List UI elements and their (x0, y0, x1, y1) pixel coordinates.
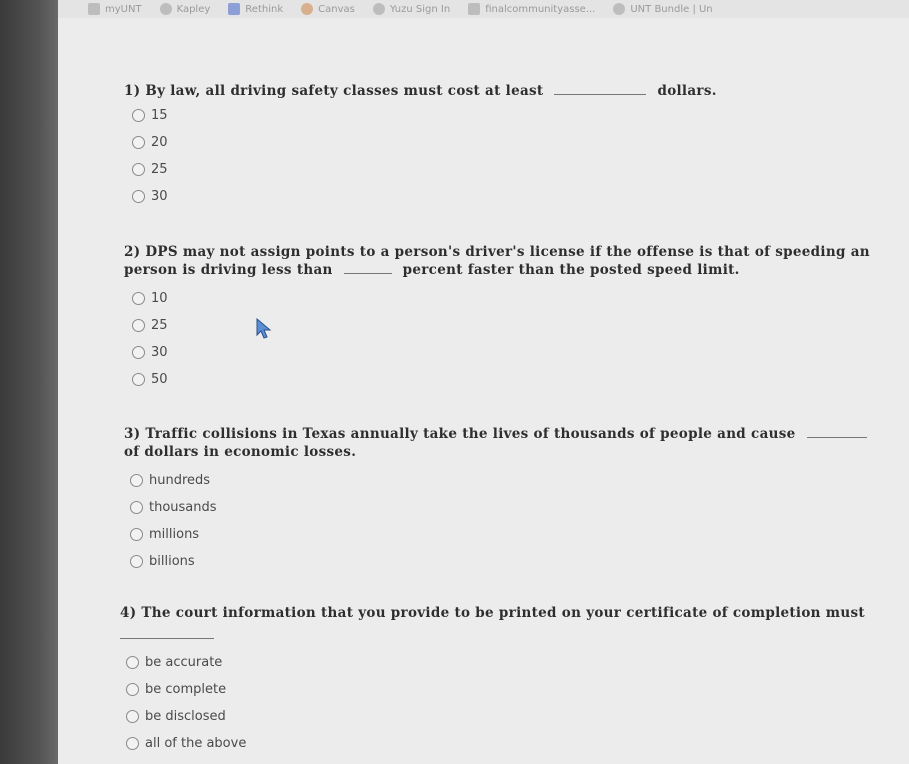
mouse-cursor-icon (256, 318, 272, 340)
answer-blank (554, 93, 646, 95)
question-text: DPS may not assign points to a person's driver's license if the offense is that of speeding an (145, 244, 870, 260)
option-all-of-the-above[interactable]: all of the above (126, 730, 246, 757)
radio-icon[interactable] (126, 683, 139, 696)
option-25[interactable]: 25 (132, 312, 168, 339)
question-2-options (132, 285, 168, 393)
option-millions[interactable]: millions (130, 521, 217, 548)
radio-icon[interactable] (132, 136, 145, 149)
question-text: Traffic collisions in Texas annually take the lives of thousands of people and cause (145, 426, 796, 442)
bookmark-canvas[interactable]: Canvas (301, 3, 355, 15)
globe-icon (160, 3, 172, 15)
question-text: By law, all driving safety classes must cost at least (145, 83, 544, 99)
question-4-options (126, 649, 246, 757)
question-2 (124, 243, 870, 279)
option-30[interactable]: 30 (132, 183, 168, 210)
radio-icon[interactable] (130, 501, 143, 514)
question-number: 4) (120, 605, 137, 621)
radio-icon[interactable] (132, 190, 145, 203)
radio-icon[interactable] (132, 163, 145, 176)
option-25[interactable]: 25 (132, 156, 168, 183)
bookmark-rethink[interactable]: Rethink (228, 3, 283, 15)
question-3 (124, 425, 873, 461)
radio-icon[interactable] (130, 555, 143, 568)
question-text: person is driving less than (124, 262, 333, 278)
question-number: 2) (124, 244, 141, 260)
answer-blank (344, 272, 392, 274)
option-be-complete[interactable]: be complete (126, 676, 246, 703)
option-hundreds[interactable]: hundreds (130, 467, 217, 494)
option-be-disclosed[interactable]: be disclosed (126, 703, 246, 730)
radio-icon[interactable] (126, 656, 139, 669)
radio-icon[interactable] (126, 710, 139, 723)
option-be-accurate[interactable]: be accurate (126, 649, 246, 676)
canvas-icon (301, 3, 313, 15)
question-text: of dollars in economic losses. (124, 444, 357, 460)
bookmark-kapley[interactable]: Kapley (160, 3, 211, 15)
globe-icon (373, 3, 385, 15)
radio-icon[interactable] (130, 474, 143, 487)
radio-icon[interactable] (132, 292, 145, 305)
bookmark-icon (468, 3, 480, 15)
option-15[interactable]: 15 (132, 102, 168, 129)
bookmark-yuzu[interactable]: Yuzu Sign In (373, 3, 450, 15)
radio-icon[interactable] (132, 346, 145, 359)
question-number: 1) (124, 83, 141, 99)
question-1 (124, 82, 717, 100)
radio-icon[interactable] (126, 737, 139, 750)
browser-viewport (58, 0, 909, 764)
bookmarks-bar (58, 0, 909, 18)
question-text-after: dollars. (657, 83, 717, 99)
bookmark-unt-bundle[interactable]: UNT Bundle | Un (613, 3, 712, 15)
globe-icon (613, 3, 625, 15)
option-50[interactable]: 50 (132, 366, 168, 393)
question-4 (120, 604, 865, 622)
option-billions[interactable]: billions (130, 548, 217, 575)
bookmark-icon (88, 3, 100, 15)
option-10[interactable]: 10 (132, 285, 168, 312)
question-text-after: percent faster than the posted speed limit. (402, 262, 740, 278)
answer-blank (807, 436, 867, 438)
question-number: 3) (124, 426, 141, 442)
option-20[interactable]: 20 (132, 129, 168, 156)
bookmark-icon (228, 3, 240, 15)
monitor-bezel (0, 0, 58, 764)
radio-icon[interactable] (130, 528, 143, 541)
answer-blank (120, 637, 214, 639)
radio-icon[interactable] (132, 109, 145, 122)
question-text: The court information that you provide to be printed on your certificate of completion must (141, 605, 865, 621)
radio-icon[interactable] (132, 319, 145, 332)
option-30[interactable]: 30 (132, 339, 168, 366)
question-1-options (132, 102, 168, 210)
bookmark-finalcommunity[interactable]: finalcommunityasse... (468, 3, 595, 15)
bookmark-myunt[interactable]: myUNT (88, 3, 142, 15)
radio-icon[interactable] (132, 373, 145, 386)
option-thousands[interactable]: thousands (130, 494, 217, 521)
question-3-options (130, 467, 217, 575)
